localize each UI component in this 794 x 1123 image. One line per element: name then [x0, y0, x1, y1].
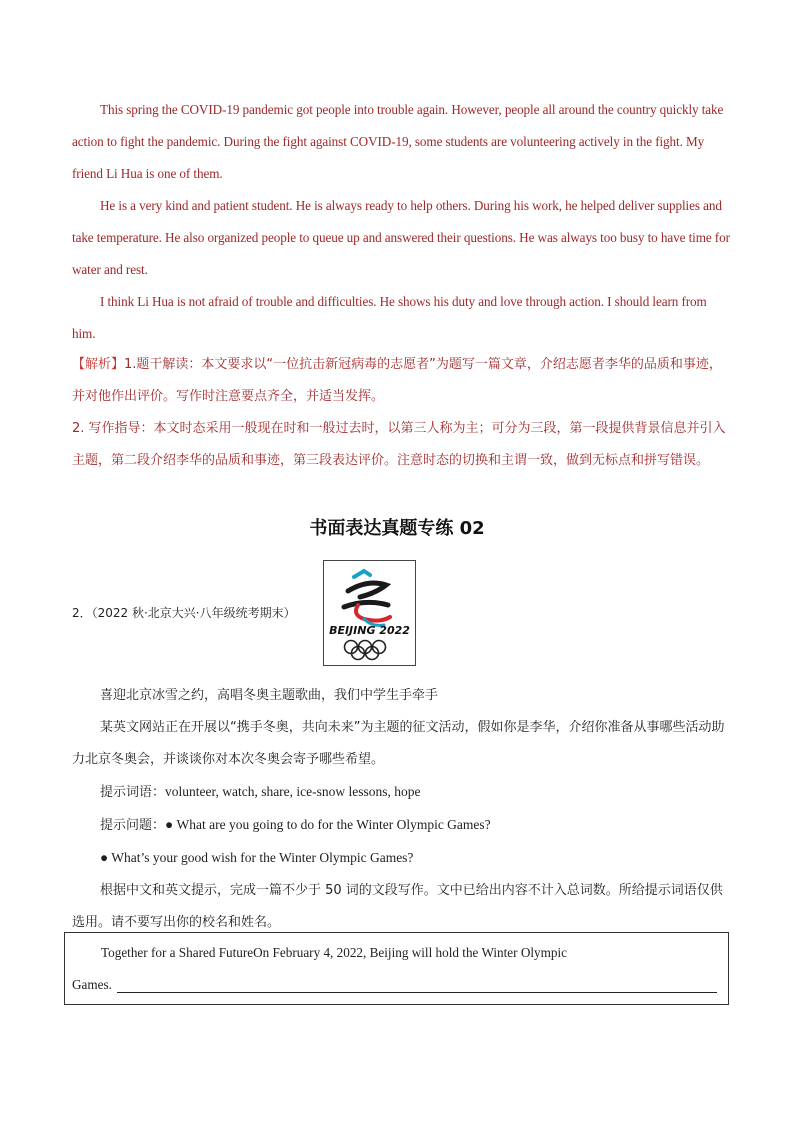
answer-box[interactable] — [64, 932, 729, 1005]
logo-text: BEIJING 2022 — [329, 624, 410, 637]
beijing-2022-logo — [323, 560, 416, 666]
question-body — [72, 680, 732, 939]
beijing-2022-emblem-icon — [324, 561, 415, 665]
writing-requirement: 根据中文和英文提示，完成一篇不少于 50 词的文段写作。文中已给出内容不计入总词数。所给提示词语仅供选用。请不要写出你的校名和姓名。 — [72, 883, 723, 930]
answer-starter-line: Together for a Shared FutureOn February 4, 2022, Beijing will hold the Winter Olympic — [101, 945, 567, 960]
essay-paragraph-3: I think Li Hua is not afraid of trouble and difficulties. He shows his duty and love through action. I should learn from him. — [72, 294, 707, 341]
hint-questions: 提示问题：● What are you going to do for the Winter Olympic Games? — [100, 817, 491, 833]
analysis-item-2: 2. 写作指导：本文时态采用一般现在时和一般过去时，以第三人称为主；可分为三段，第一段提供背景信息并引入主题，第二段介绍李华的品质和事迹，第三段表达评价。注意时态的切换和主谓一致，做到无标点和拼写错误。 — [72, 421, 726, 468]
essay-paragraph-2: He is a very kind and patient student. He is always ready to help others. During his work, he helped deliver supplies and take temperature. He also organized people to queue up and answered their questions. He was always too busy to have time for water and rest. — [72, 198, 730, 277]
hint-question-2: ● What’s your good wish for the Winter Olympic Games? — [100, 850, 414, 865]
question-source: 2．（2022 秋·北京大兴·八年级统考期末） — [72, 606, 296, 620]
intro-line-2: 某英文网站正在开展以“携手冬奥，共向未来”为主题的征文活动，假如你是李华，介绍你准备从事哪些活动助力北京冬奥会，并谈谈你对本次冬奥会寄予哪些希望。 — [72, 720, 725, 767]
essay-paragraph-1: This spring the COVID-19 pandemic got people into trouble again. However, people all around the country quickly take action to fight the pandemic. During the fight against COVID-19, some students are volunteering actively in the fight. My friend Li Hua is one of them. — [72, 102, 724, 181]
answer-writing-line[interactable] — [117, 992, 717, 993]
section-title: 书面表达真题专练 02 — [309, 518, 485, 539]
analysis-label: 【解析】 — [72, 357, 125, 372]
analysis-section — [72, 349, 732, 477]
essay-answer — [72, 94, 732, 350]
intro-line-1: 喜迎北京冰雪之约，高唱冬奥主题歌曲，我们中学生手牵手 — [100, 688, 439, 703]
analysis-item-1: 【解析】1.题干解读：本文要求以“一位抗击新冠病毒的志愿者”为题写一篇文章，介绍志愿者李华的品质和事迹，并对他作出评价。写作时注意要点齐全，并适当发挥。 — [72, 357, 722, 404]
hint-words: 提示词语：volunteer, watch, share, ice-snow lessons, hope — [100, 784, 421, 800]
answer-games-line: Games. — [72, 977, 112, 992]
